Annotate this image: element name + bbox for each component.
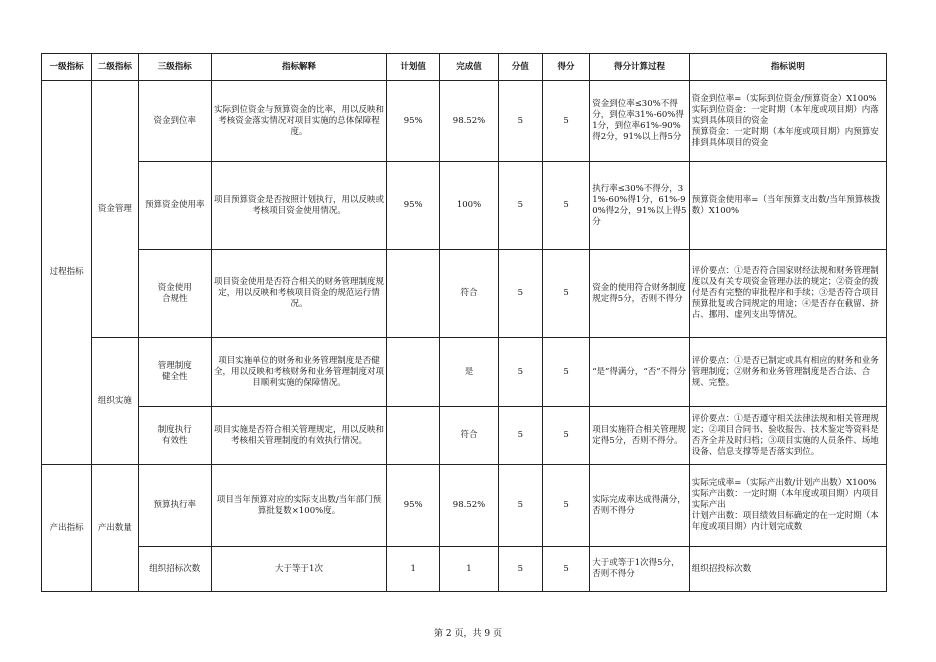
table-row <box>42 338 887 407</box>
note-cell: 预算资金使用率=（当年预算支出数/当年预算核拨数）X100% <box>689 162 886 250</box>
note-cell: 实际完成率=（实际产出数/计划产出数）X100% 实际产出数：一定时期（本年度或项目期）内项目实际产出 计划产出数：项目绩效目标确定的在一定时期（本年度或项目期）内计划完成数 <box>689 465 886 547</box>
level1-process: 过程指标 <box>42 81 92 465</box>
calc-cell: 执行率≤30%不得分，31%-60%得1分，61%-90%得2分，91%以上得5分 <box>590 162 690 250</box>
header-cell: 分值 <box>498 54 542 81</box>
explain-cell: 项目资金使用是否符合相关的财务管理制度规定，用以反映和考核项目资金的规范运行情况。 <box>211 250 386 338</box>
actual-cell: 98.52% <box>440 465 498 547</box>
explain-cell: 项目预算资金是否按照计划执行，用以反映或考核项目资金使用情况。 <box>211 162 386 250</box>
plan-cell <box>387 407 440 465</box>
header-row <box>42 54 887 81</box>
calc-cell: 项目实施符合相关管理规定得5分，否则不得分。 <box>590 407 690 465</box>
table-row <box>42 547 887 592</box>
note-cell: 组织招投标次数 <box>689 547 886 592</box>
plan-cell <box>387 250 440 338</box>
header-cell: 指标解释 <box>211 54 386 81</box>
table-row <box>42 162 887 250</box>
header-cell: 得分计算过程 <box>590 54 690 81</box>
plan-cell: 1 <box>387 547 440 592</box>
weight-cell: 5 <box>498 465 542 547</box>
table-row <box>42 81 887 162</box>
performance-table <box>41 53 887 592</box>
note-cell: 评价要点：①是否已制定或具有相应的财务和业务管理制度；②财务和业务管理制度是否合法、合规、完整。 <box>689 338 886 407</box>
plan-cell: 95% <box>387 465 440 547</box>
level3-cell: 制度执行 有效性 <box>138 407 211 465</box>
level3-cell: 资金使用 合规性 <box>138 250 211 338</box>
level2-org-implementation: 组织实施 <box>92 338 138 465</box>
explain-cell: 项目实施单位的财务和业务管理制度是否健全，用以反映和考核财务和业务管理制度对项目顺利实施的保障情况。 <box>211 338 386 407</box>
note-cell: 评价要点：①是否符合国家财经法规和财务管理制度以及有关专项资金管理办法的规定；②资金的拨付是否有完整的审批程序和手续；③是否符合项目预算批复或合同规定的用途；④是否存在截留、挤占、挪用、虚列支出等情况。 <box>689 250 886 338</box>
header-cell: 指标说明 <box>689 54 886 81</box>
calc-cell: 资金的使用符合财务制度规定得5分，否则不得分 <box>590 250 690 338</box>
calc-cell: “是”得满分，“否”不得分 <box>590 338 690 407</box>
header-cell: 二级指标 <box>92 54 138 81</box>
level2-fund-management: 资金管理 <box>92 81 138 338</box>
header-cell: 计划值 <box>387 54 440 81</box>
explain-cell: 实际到位资金与预算资金的比率，用以反映和考核资金落实情况对项目实施的总体保障程度。 <box>211 81 386 162</box>
score-cell: 5 <box>542 250 589 338</box>
score-cell: 5 <box>542 81 589 162</box>
actual-cell: 符合 <box>440 250 498 338</box>
calc-cell: 大于或等于1次得5分，否则不得分 <box>590 547 690 592</box>
level3-cell: 预算执行率 <box>138 465 211 547</box>
plan-cell: 95% <box>387 162 440 250</box>
level3-cell: 管理制度 健全性 <box>138 338 211 407</box>
table-row <box>42 250 887 338</box>
level3-cell: 组织招标次数 <box>138 547 211 592</box>
header-cell: 一级指标 <box>42 54 92 81</box>
table-row <box>42 465 887 547</box>
note-cell: 评价要点：①是否遵守相关法律法规和相关管理规定；②项目合同书、验收报告、技术鉴定等资料是否齐全并及时归档；③项目实施的人员条件、场地设备、信息支撑等是否落实到位。 <box>689 407 886 465</box>
level1-output: 产出指标 <box>42 465 92 592</box>
calc-cell: 资金到位率≤30%不得分，到位率31%-60%得1分，到位率61%-90%得2分，91%以上得5分 <box>590 81 690 162</box>
score-cell: 5 <box>542 407 589 465</box>
score-cell: 5 <box>542 162 589 250</box>
explain-cell: 项目实施是否符合相关管理规定，用以反映和考核相关管理制度的有效执行情况。 <box>211 407 386 465</box>
header-cell: 得分 <box>542 54 589 81</box>
weight-cell: 5 <box>498 162 542 250</box>
level2-output-quantity: 产出数量 <box>92 465 138 592</box>
weight-cell: 5 <box>498 407 542 465</box>
weight-cell: 5 <box>498 81 542 162</box>
calc-cell: 实际完成率达成得满分，否则不得分 <box>590 465 690 547</box>
level3-cell: 预算资金使用率 <box>138 162 211 250</box>
table-row <box>42 407 887 465</box>
explain-cell: 项目当年预算对应的实际支出数/当年部门预算批复数×100%度。 <box>211 465 386 547</box>
actual-cell: 符合 <box>440 407 498 465</box>
actual-cell: 100% <box>440 162 498 250</box>
weight-cell: 5 <box>498 338 542 407</box>
score-cell: 5 <box>542 338 589 407</box>
weight-cell: 5 <box>498 250 542 338</box>
level3-cell: 资金到位率 <box>138 81 211 162</box>
weight-cell: 5 <box>498 547 542 592</box>
plan-cell: 95% <box>387 81 440 162</box>
score-cell: 5 <box>542 465 589 547</box>
actual-cell: 98.52% <box>440 81 498 162</box>
actual-cell: 1 <box>440 547 498 592</box>
explain-cell: 大于等于1次 <box>211 547 386 592</box>
actual-cell: 是 <box>440 338 498 407</box>
header-cell: 三级指标 <box>138 54 211 81</box>
plan-cell <box>387 338 440 407</box>
header-cell: 完成值 <box>440 54 498 81</box>
score-cell: 5 <box>542 547 589 592</box>
note-cell: 资金到位率=（实际到位资金/预算资金）X100% 实际到位资金：一定时期（本年度或项目期）内落实到具体项目的资金 预算资金：一定时期（本年度或项目期）内预算安排到具体项目的资金 <box>689 81 886 162</box>
page-number: 第 2 页，共 9 页 <box>434 629 502 639</box>
